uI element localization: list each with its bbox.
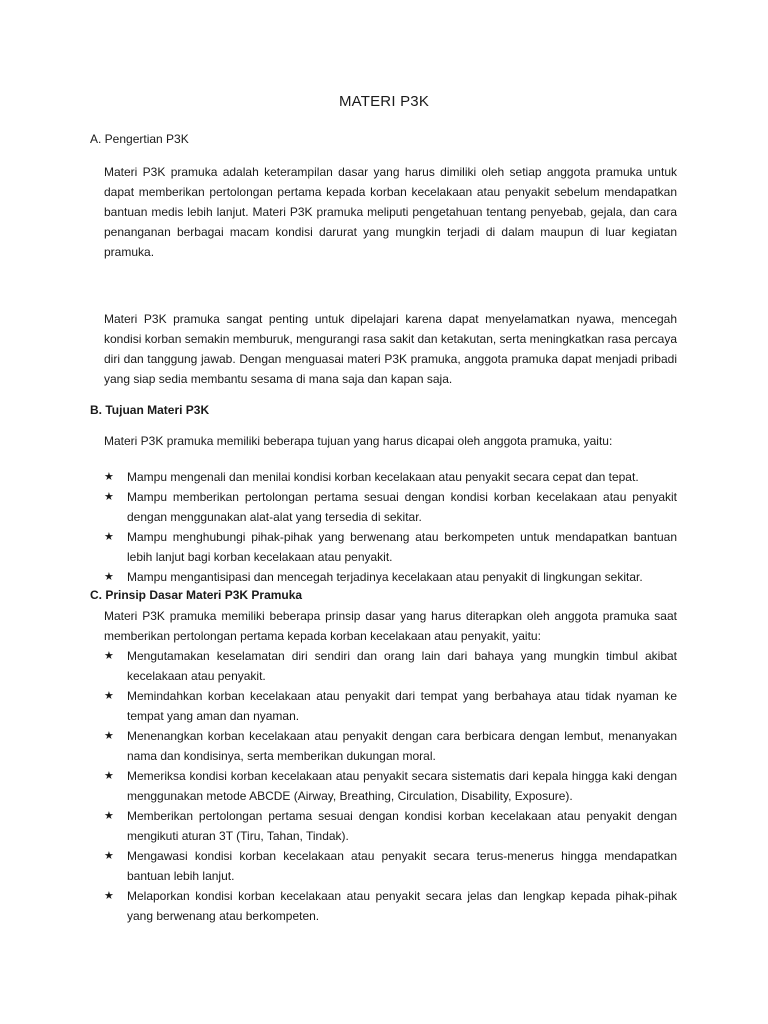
list-item [104,806,677,846]
list-item [104,766,677,806]
section-b-intro: Materi P3K pramuka memiliki beberapa tujuan yang harus dicapai oleh anggota pramuka, yaitu: [104,434,613,448]
list-item [104,686,677,726]
list-item [104,846,677,886]
list-item-text: Memberikan pertolongan pertama sesuai dengan kondisi korban kecelakaan atau penyakit dengan mengikuti aturan 3T (Tiru, Tahan, Tindak). [127,809,677,843]
section-a-paragraph-1: Materi P3K pramuka adalah keterampilan dasar yang harus dimiliki oleh setiap anggota pramuka untuk dapat memberikan pertolongan pertama kepada korban kecelakaan atau penyakit sebelum mendapatkan bantuan medis lebih lanjut. Materi P3K pramuka meliputi pengetahuan tentang penyebab, gejala, dan cara penanganan berbagai macam kondisi darurat yang mungkin terjadi di dalam maupun di luar kegiatan pramuka. [104,165,677,259]
list-item-text: Mampu mengantisipasi dan mencegah terjadinya kecelakaan atau penyakit di lingkungan sekitar. [127,570,643,584]
list-item [104,467,677,487]
star-bullet-icon: ★ [104,769,114,782]
star-bullet-icon: ★ [104,470,114,483]
section-c-intro: Materi P3K pramuka memiliki beberapa prinsip dasar yang harus diterapkan oleh anggota pramuka saat memberikan pertolongan pertama kepada korban kecelakaan atau penyakit, yaitu: [104,609,677,643]
list-item-text: Mampu mengenali dan menilai kondisi korban kecelakaan atau penyakit secara cepat dan tepat. [127,470,639,484]
list-item [104,886,677,926]
list-item-text: Memindahkan korban kecelakaan atau penyakit dari tempat yang berbahaya atau tidak nyaman ke tempat yang aman dan nyaman. [127,689,677,723]
list-item-text: Mampu menghubungi pihak-pihak yang berwenang atau berkompeten untuk mendapatkan bantuan lebih lanjut bagi korban kecelakaan atau penyakit. [127,530,677,564]
star-bullet-icon: ★ [104,490,114,503]
list-item-text: Mampu memberikan pertolongan pertama sesuai dengan kondisi korban kecelakaan atau penyakit dengan menggunakan alat-alat yang tersedia di sekitar. [127,490,677,524]
star-bullet-icon: ★ [104,689,114,702]
star-bullet-icon: ★ [104,729,114,742]
list-item [104,646,677,686]
page-title: MATERI P3K [338,93,430,110]
list-item [104,527,677,567]
section-c-heading: C. Prinsip Dasar Materi P3K Pramuka [90,588,303,602]
star-bullet-icon: ★ [104,889,114,902]
list-item-text: Menenangkan korban kecelakaan atau penyakit dengan cara berbicara dengan lembut, menanyakan nama dan kondisinya, serta memberikan dukungan moral. [127,729,677,763]
star-bullet-icon: ★ [104,530,114,543]
star-bullet-icon: ★ [104,809,114,822]
list-item [104,567,677,587]
section-a-heading: A. Pengertian P3K [90,132,189,146]
section-c-list [104,646,677,926]
list-item [104,487,677,527]
list-item-text: Mengutamakan keselamatan diri sendiri dan orang lain dari bahaya yang mungkin timbul akibat kecelakaan atau penyakit. [127,649,677,683]
list-item-text: Mengawasi kondisi korban kecelakaan atau penyakit secara terus-menerus hingga mendapatkan bantuan lebih lanjut. [127,849,677,883]
section-a-paragraph-2: Materi P3K pramuka sangat penting untuk dipelajari karena dapat menyelamatkan nyawa, mencegah kondisi korban semakin memburuk, mengurangi rasa sakit dan ketakutan, serta meningkatkan rasa percaya diri dan tanggung jawab. Dengan menguasai materi P3K pramuka, anggota pramuka dapat menjadi pribadi yang siap sedia membantu sesama di mana saja dan kapan saja. [104,312,677,386]
list-item-text: Memeriksa kondisi korban kecelakaan atau penyakit secara sistematis dari kepala hingga kaki dengan menggunakan metode ABCDE (Airway, Breathing, Circulation, Disability, Exposure). [127,769,677,803]
section-b-heading: B. Tujuan Materi P3K [90,403,210,417]
star-bullet-icon: ★ [104,649,114,662]
list-item [104,726,677,766]
list-item-text: Melaporkan kondisi korban kecelakaan atau penyakit secara jelas dan lengkap kepada pihak-pihak yang berwenang atau berkompeten. [127,889,677,923]
star-bullet-icon: ★ [104,570,114,583]
star-bullet-icon: ★ [104,849,114,862]
section-b-list [104,467,677,587]
